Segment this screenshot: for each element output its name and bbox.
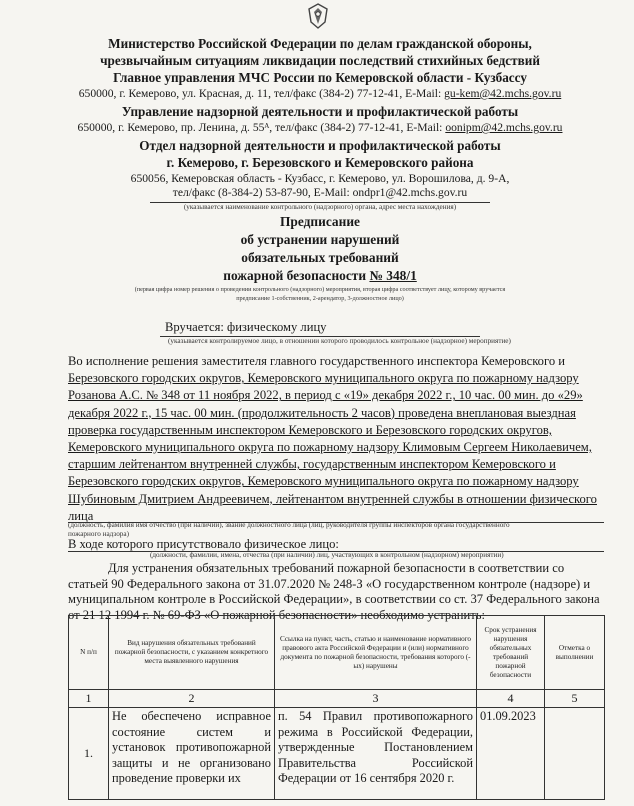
- header-violation: Вид нарушения обязательных требований пожарной безопасности, с указанием конкретного места выявленного нарушения: [109, 616, 275, 690]
- paragraph-line: лица: [68, 508, 94, 523]
- ministry-line-2: чрезвычайным ситуациям ликвидации последствий стихийных бедствий: [100, 53, 540, 68]
- basis-line: статьей 90 Федерального закона от 31.07.2020 № 248-З «О государственном контроле (надзоре) и: [68, 576, 591, 591]
- paragraph-line: проверка государственным инспектором Кемеровского и Березовского городских округов,: [68, 422, 552, 437]
- column-number: 4: [477, 690, 545, 708]
- office-title-2: г. Кемерово, г. Березовского и Кемеровского района: [166, 155, 474, 170]
- basis-line: Для устранения обязательных требований пожарной безопасности в соответствии со: [108, 561, 565, 575]
- dept-email-link[interactable]: oonipm@42.mchs.gov.ru: [445, 121, 563, 134]
- doc-number-note-2: предписание 1-собственник, 2-арендатор, 3-должностное лицо): [236, 295, 404, 302]
- doc-number: № 348/1: [369, 268, 417, 283]
- paragraph-line: Розанова А.С. № 348 от 11 ноября 2022, в период с «19» декабря 2022 г., 10 час. 00 мин. до «29»: [68, 388, 583, 403]
- header-mark: Отметка о выполнении: [545, 616, 605, 690]
- column-number: 3: [275, 690, 477, 708]
- table-row: [69, 708, 605, 800]
- row-mark: [545, 708, 605, 800]
- emchs-emblem-icon: [305, 2, 331, 30]
- delivered-to: Вручается: физическому лицу: [165, 320, 327, 334]
- office-title-1: Отдел надзорной деятельности и профилактической работы: [139, 138, 501, 153]
- paragraph-line: декабря 2022 г., 15 час. 00 мин. (продолжительность 2 часов) проведена внеплановая выездная: [68, 405, 576, 420]
- paragraph-line: Кемеровского муниципального округа по пожарному надзору Климовым Сергеем Николаевичем,: [68, 440, 592, 455]
- row-number: 1.: [69, 708, 109, 800]
- doc-title-4-text: пожарной безопасности: [223, 268, 370, 283]
- dept-address: [40, 121, 600, 134]
- present-caption: (должности, фамилии, имена, отчества (при наличии) лиц, участвующих в контрольном (надзорном) мероприятии): [150, 551, 504, 559]
- inspector-caption-1: (должность, фамилия имя отчество (при наличии), звание должностного лица (лиц, руководителя группы инспекторов органа государственного: [68, 521, 510, 529]
- header-deadline: Срок устранения нарушения обязательных требований пожарной безопасности: [477, 616, 545, 690]
- paragraph-line: старшим лейтенантом внутренней службы, государственным инспектором Кемеровского и: [68, 457, 556, 472]
- row-reference: п. 54 Правил противопожарного режима в Российской Федерации, утвержденные Постановлением Правительства Российской Федерации от 16 сентября 2020 г.: [275, 708, 477, 800]
- header-reference: Ссылка на пункт, часть, статью и наименование нормативного правового акта Российской Федерации и (или) нормативного документа по пожарной безопасности, требования которого (-ых) нарушены: [275, 616, 477, 690]
- ministry-line-1: Министерство Российской Федерации по делам гражданской обороны,: [108, 36, 532, 51]
- basis-line: от 21 12 1994 г. № 69-ФЗ «О пожарной безопасности» необходимо устранить:: [68, 607, 486, 622]
- column-number: 1: [69, 690, 109, 708]
- row-violation: Не обеспечено исправное состояние систем и установок противопожарной защиты и не организовано проведение проверки их: [109, 708, 275, 800]
- doc-title-2: об устранении нарушений: [240, 232, 400, 247]
- present-label: В ходе которого присутствовало физическое лицо:: [68, 537, 339, 551]
- dept-address-text: 650000, г. Кемерово, пр. Ленина, д. 55ᴬ, тел/факс (384-2) 77-12-41, E-Mail:: [77, 121, 443, 134]
- inspection-paragraph: [68, 353, 604, 525]
- column-number: 5: [545, 690, 605, 708]
- paragraph-line: Березовского городских округов, Кемеровского муниципального округа по пожарному надзору: [68, 371, 579, 386]
- ministry-address: [40, 87, 600, 100]
- ministry-address-text: 650000, г. Кемерово, ул. Красная, д. 11, тел/факс (384-2) 77-12-41, E-Mail:: [78, 87, 442, 100]
- paragraph-line: Шубиновым Дмитрием Андреевичем, лейтенантом внутренней службы в отношении физического: [68, 491, 597, 506]
- ministry-email-link[interactable]: gu-kem@42.mchs.gov.ru: [444, 87, 562, 100]
- table-numbering-row: [69, 690, 605, 708]
- column-number: 2: [109, 690, 275, 708]
- table-header-row: [69, 616, 605, 690]
- doc-title-3: обязательных требований: [241, 250, 399, 265]
- row-deadline: 01.09.2023: [477, 708, 545, 800]
- violations-table: [68, 615, 605, 800]
- paragraph-line: Березовского городских округов, Кемеровского муниципального округа по пожарному надзору: [68, 474, 579, 489]
- doc-number-note-1: (первая цифра номер решения о проведении контрольного (надзорного) мероприятия, вторая цифра соответствует лицу, которому вручается: [134, 286, 506, 293]
- basis-line: муниципальном контроле в Российской Федерации», в соответствии со ст. 37 Федерального закона: [68, 592, 600, 607]
- delivered-caption: (указывается контролируемое лицо, в отношении которого проводилось контрольное (надзорное) мероприятие): [168, 337, 511, 345]
- ministry-line-3: Главное управления МЧС России по Кемеровской области - Кузбассу: [113, 70, 527, 85]
- header-number: N п/п: [69, 616, 109, 690]
- doc-title-1: Предписание: [279, 214, 360, 229]
- paragraph-line: Во исполнение решения заместителя главного государственного инспектора Кемеровского и: [68, 354, 566, 368]
- office-address-2: тел/факс (8-384-2) 53-87-90, E-Mail: ondpr1@42.mchs.gov.ru: [172, 186, 468, 199]
- office-address-1: 650056, Кемеровская область - Кузбасс, г. Кемерово, ул. Ворошилова, д. 9-А,: [130, 172, 510, 185]
- office-caption: (указывается наименование контрольного (надзорного) органа, адрес места нахождения): [183, 203, 457, 211]
- dept-title: Управление надзорной деятельности и профилактической работы: [121, 104, 519, 119]
- inspector-caption-2: пожарного надзора): [68, 530, 129, 538]
- doc-title-4: [40, 268, 600, 284]
